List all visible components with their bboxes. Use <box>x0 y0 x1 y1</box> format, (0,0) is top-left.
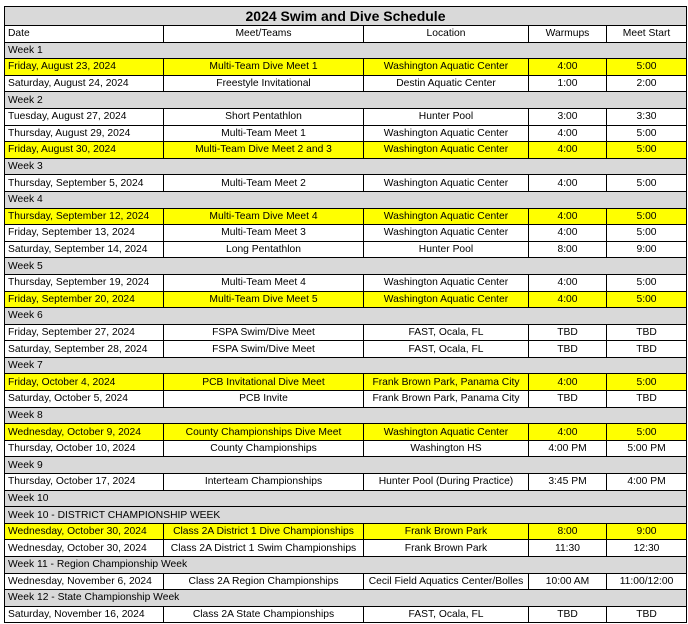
event-location: FAST, Ocala, FL <box>364 606 529 623</box>
event-location: Destin Aquatic Center <box>364 75 529 92</box>
event-start: 3:30 <box>607 108 687 125</box>
event-location: Washington Aquatic Center <box>364 142 529 159</box>
event-meet: Class 2A District 1 Swim Championships <box>164 540 364 557</box>
event-row <box>5 225 687 242</box>
event-warmups: 8:00 <box>529 523 607 540</box>
event-start: 9:00 <box>607 523 687 540</box>
dive-event-row <box>5 291 687 308</box>
event-location: Washington Aquatic Center <box>364 208 529 225</box>
event-start: 5:00 <box>607 175 687 192</box>
event-meet: Freestyle Invitational <box>164 75 364 92</box>
header-start: Meet Start <box>607 26 687 43</box>
week-label: Week 8 <box>5 407 687 424</box>
event-start: TBD <box>607 606 687 623</box>
event-warmups: 4:00 <box>529 374 607 391</box>
event-start: 5:00 <box>607 374 687 391</box>
event-start: 5:00 <box>607 125 687 142</box>
event-meet: Multi-Team Dive Meet 1 <box>164 59 364 76</box>
event-location: Washington Aquatic Center <box>364 291 529 308</box>
event-warmups: TBD <box>529 324 607 341</box>
event-row <box>5 324 687 341</box>
week-label: Week 10 - DISTRICT CHAMPIONSHIP WEEK <box>5 507 687 524</box>
event-start: 5:00 PM <box>607 440 687 457</box>
event-location: Washington Aquatic Center <box>364 274 529 291</box>
dive-event-row <box>5 374 687 391</box>
event-meet: Class 2A Region Championships <box>164 573 364 590</box>
event-location: Washington Aquatic Center <box>364 424 529 441</box>
event-meet: PCB Invitational Dive Meet <box>164 374 364 391</box>
dive-event-row <box>5 142 687 159</box>
week-label: Week 5 <box>5 258 687 275</box>
event-meet: Class 2A District 1 Dive Championships <box>164 523 364 540</box>
event-meet: Multi-Team Dive Meet 5 <box>164 291 364 308</box>
event-start: 5:00 <box>607 59 687 76</box>
event-meet: Multi-Team Meet 1 <box>164 125 364 142</box>
event-start: 9:00 <box>607 241 687 258</box>
title-row <box>5 7 687 26</box>
week-row <box>5 258 687 275</box>
event-date: Wednesday, October 30, 2024 <box>5 540 164 557</box>
event-start: 2:00 <box>607 75 687 92</box>
event-location: FAST, Ocala, FL <box>364 324 529 341</box>
week-label: Week 4 <box>5 191 687 208</box>
week-row <box>5 158 687 175</box>
week-label: Week 12 - State Championship Week <box>5 590 687 607</box>
event-date: Saturday, September 28, 2024 <box>5 341 164 358</box>
event-date: Friday, August 30, 2024 <box>5 142 164 159</box>
event-start: 5:00 <box>607 225 687 242</box>
event-warmups: TBD <box>529 606 607 623</box>
week-label: Week 7 <box>5 357 687 374</box>
event-start: 5:00 <box>607 142 687 159</box>
event-row <box>5 241 687 258</box>
event-warmups: 4:00 PM <box>529 440 607 457</box>
header-warmups: Warmups <box>529 26 607 43</box>
event-location: Frank Brown Park <box>364 540 529 557</box>
event-row <box>5 175 687 192</box>
event-start: 5:00 <box>607 291 687 308</box>
event-meet: FSPA Swim/Dive Meet <box>164 324 364 341</box>
event-meet: Short Pentathlon <box>164 108 364 125</box>
week-row <box>5 357 687 374</box>
event-row <box>5 440 687 457</box>
event-meet: County Championships Dive Meet <box>164 424 364 441</box>
event-location: Frank Brown Park, Panama City <box>364 374 529 391</box>
event-row <box>5 108 687 125</box>
week-label: Week 11 - Region Championship Week <box>5 557 687 574</box>
event-date: Thursday, August 29, 2024 <box>5 125 164 142</box>
event-warmups: 4:00 <box>529 142 607 159</box>
event-start: 12:30 <box>607 540 687 557</box>
week-row <box>5 42 687 59</box>
week-label: Week 3 <box>5 158 687 175</box>
event-date: Friday, August 23, 2024 <box>5 59 164 76</box>
week-row <box>5 507 687 524</box>
event-warmups: 11:30 <box>529 540 607 557</box>
week-label: Week 1 <box>5 42 687 59</box>
event-date: Wednesday, October 30, 2024 <box>5 523 164 540</box>
dive-event-row <box>5 59 687 76</box>
event-date: Tuesday, August 27, 2024 <box>5 108 164 125</box>
week-row <box>5 557 687 574</box>
event-meet: County Championships <box>164 440 364 457</box>
event-location: Cecil Field Aquatics Center/Bolles <box>364 573 529 590</box>
event-row <box>5 391 687 408</box>
event-start: 5:00 <box>607 208 687 225</box>
event-date: Saturday, September 14, 2024 <box>5 241 164 258</box>
header-meet: Meet/Teams <box>164 26 364 43</box>
event-warmups: 8:00 <box>529 241 607 258</box>
week-row <box>5 308 687 325</box>
event-location: Washington Aquatic Center <box>364 59 529 76</box>
event-date: Wednesday, November 6, 2024 <box>5 573 164 590</box>
event-warmups: 3:45 PM <box>529 474 607 491</box>
event-row <box>5 606 687 623</box>
event-warmups: 4:00 <box>529 225 607 242</box>
week-row <box>5 407 687 424</box>
week-label: Week 6 <box>5 308 687 325</box>
week-row <box>5 457 687 474</box>
dive-event-row <box>5 523 687 540</box>
event-warmups: 10:00 AM <box>529 573 607 590</box>
event-meet: Multi-Team Meet 3 <box>164 225 364 242</box>
event-row <box>5 75 687 92</box>
event-date: Wednesday, October 9, 2024 <box>5 424 164 441</box>
event-start: TBD <box>607 341 687 358</box>
event-location: Hunter Pool (During Practice) <box>364 474 529 491</box>
dive-event-row <box>5 208 687 225</box>
event-location: Hunter Pool <box>364 241 529 258</box>
event-warmups: 4:00 <box>529 59 607 76</box>
event-location: Frank Brown Park, Panama City <box>364 391 529 408</box>
event-meet: Multi-Team Dive Meet 2 and 3 <box>164 142 364 159</box>
event-location: Washington HS <box>364 440 529 457</box>
event-date: Friday, September 27, 2024 <box>5 324 164 341</box>
header-location: Location <box>364 26 529 43</box>
event-date: Thursday, September 5, 2024 <box>5 175 164 192</box>
event-warmups: 4:00 <box>529 274 607 291</box>
event-warmups: 1:00 <box>529 75 607 92</box>
header-date: Date <box>5 26 164 43</box>
event-row <box>5 125 687 142</box>
event-meet: FSPA Swim/Dive Meet <box>164 341 364 358</box>
event-meet: Class 2A State Championships <box>164 606 364 623</box>
event-date: Thursday, October 17, 2024 <box>5 474 164 491</box>
event-start: 11:00/12:00 <box>607 573 687 590</box>
event-meet: Multi-Team Meet 4 <box>164 274 364 291</box>
event-location: Washington Aquatic Center <box>364 225 529 242</box>
week-row <box>5 590 687 607</box>
event-warmups: TBD <box>529 391 607 408</box>
event-start: 5:00 <box>607 424 687 441</box>
event-row <box>5 474 687 491</box>
event-warmups: 4:00 <box>529 175 607 192</box>
event-row <box>5 573 687 590</box>
event-date: Thursday, October 10, 2024 <box>5 440 164 457</box>
event-date: Thursday, September 12, 2024 <box>5 208 164 225</box>
event-date: Thursday, September 19, 2024 <box>5 274 164 291</box>
event-start: 4:00 PM <box>607 474 687 491</box>
event-start: 5:00 <box>607 274 687 291</box>
event-location: Hunter Pool <box>364 108 529 125</box>
event-location: Frank Brown Park <box>364 523 529 540</box>
event-warmups: TBD <box>529 341 607 358</box>
schedule-table <box>4 6 687 623</box>
event-warmups: 4:00 <box>529 291 607 308</box>
schedule-body <box>5 42 687 623</box>
event-date: Saturday, August 24, 2024 <box>5 75 164 92</box>
event-warmups: 4:00 <box>529 125 607 142</box>
week-row <box>5 490 687 507</box>
week-label: Week 10 <box>5 490 687 507</box>
event-date: Saturday, November 16, 2024 <box>5 606 164 623</box>
event-warmups: 4:00 <box>529 208 607 225</box>
event-warmups: 3:00 <box>529 108 607 125</box>
event-date: Saturday, October 5, 2024 <box>5 391 164 408</box>
header-row <box>5 26 687 43</box>
event-row <box>5 341 687 358</box>
event-date: Friday, October 4, 2024 <box>5 374 164 391</box>
week-label: Week 2 <box>5 92 687 109</box>
schedule-title: 2024 Swim and Dive Schedule <box>5 7 687 26</box>
event-start: TBD <box>607 324 687 341</box>
event-location: FAST, Ocala, FL <box>364 341 529 358</box>
event-meet: PCB Invite <box>164 391 364 408</box>
event-location: Washington Aquatic Center <box>364 125 529 142</box>
event-meet: Long Pentathlon <box>164 241 364 258</box>
event-date: Friday, September 20, 2024 <box>5 291 164 308</box>
event-start: TBD <box>607 391 687 408</box>
week-label: Week 9 <box>5 457 687 474</box>
week-row <box>5 92 687 109</box>
event-location: Washington Aquatic Center <box>364 175 529 192</box>
event-meet: Interteam Championships <box>164 474 364 491</box>
event-date: Friday, September 13, 2024 <box>5 225 164 242</box>
event-warmups: 4:00 <box>529 424 607 441</box>
dive-event-row <box>5 424 687 441</box>
event-meet: Multi-Team Meet 2 <box>164 175 364 192</box>
week-row <box>5 191 687 208</box>
event-row <box>5 540 687 557</box>
event-row <box>5 274 687 291</box>
event-meet: Multi-Team Dive Meet 4 <box>164 208 364 225</box>
